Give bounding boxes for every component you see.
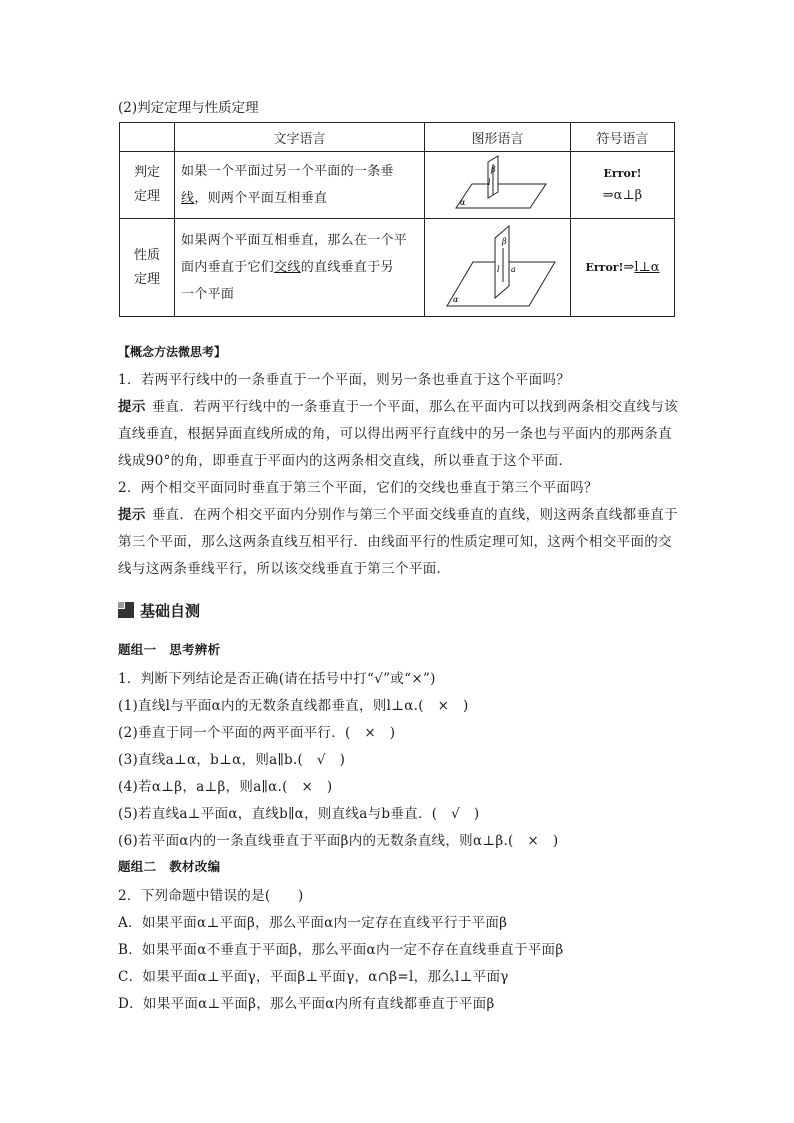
header-text-language: 文字语言 [175, 123, 425, 152]
group2-label: 题组二 教材改编 [118, 859, 221, 874]
line-a-label: a [510, 264, 516, 274]
row-label-line1: 性质 [133, 247, 160, 263]
banner-square-icon [118, 602, 134, 618]
judge-item-3: (3)直线a⊥α，b⊥α，则a∥b.( √ ) [118, 752, 346, 768]
symbol-error: Error! [585, 260, 624, 274]
hint-text: 垂直．若两平行线中的一条垂直于一个平面，那么在平面内可以找到两条相交直线与该直线垂直，根据异面直线所成的角，可以得出两平行直线中的另一条也与平面内的那两条直线成90°的角，即垂直于平面内的这两条相交直线，所以垂直于这个平面． [118, 399, 679, 469]
symbol-arrow: ⇒ [623, 259, 635, 275]
criterion-text-rest: ，则两个平面互相垂直 [194, 191, 328, 206]
hint-text: 垂直．在两个相交平面内分别作与第三个平面交线垂直的直线，则这两条直线都垂直于第三个平面，那么这两条直线互相平行．由线面平行的性质定理可知，这两个相交平面的交线与这两条垂线平行，所以该交线垂直于第三个平面． [118, 507, 679, 577]
symbol-error: Error! [603, 167, 642, 180]
group1-label: 题组一 思考辨析 [118, 642, 221, 657]
question-1-stem: 1．判断下列结论是否正确(请在括号中打“√”或“×”) [118, 671, 436, 687]
alpha-label: α [459, 198, 465, 207]
judge-item-6: (6)若平面α内的一条直线垂直于平面β内的无数条直线，则α⊥β.( × ) [118, 833, 559, 849]
alpha-label: α [452, 294, 458, 304]
row-label-criterion [120, 152, 175, 219]
basic-section-banner [118, 601, 200, 619]
concept-question-1: 1．若两平行线中的一条垂直于一个平面，则另一条也垂直于这个平面吗？ [118, 372, 571, 388]
property-figure [425, 219, 571, 317]
property-text-line1: 如果两个平面互相垂直，那么在一个平 [181, 233, 408, 248]
criterion-text-line2 [181, 185, 418, 212]
row-label-line2: 定理 [133, 271, 160, 287]
property-text [175, 219, 425, 317]
row-label-property [120, 219, 175, 317]
header-symbol-language: 符号语言 [571, 123, 675, 152]
criterion-symbol [571, 152, 675, 219]
line-l-label: l [487, 178, 491, 187]
header-blank [120, 123, 175, 152]
section-title: (2)判定定理与性质定理 [118, 100, 259, 116]
symbol-result: l⊥α [634, 259, 660, 275]
property-text-pre: 面内垂直于它们 [181, 260, 275, 275]
table-row-property [120, 219, 675, 317]
concept-label: 【概念方法微思考】 [118, 345, 227, 359]
judge-item-1: (1)直线l与平面α内的无数条直线都垂直，则l⊥α.( × ) [118, 698, 469, 714]
hint-label: 提示 [118, 507, 146, 523]
property-text-line3: 一个平面 [181, 287, 235, 302]
question-2-stem: 2．下列命题中错误的是( ) [118, 888, 304, 904]
option-b: B．如果平面α不垂直于平面β，那么平面α内一定不存在直线垂直于平面β [118, 942, 564, 958]
option-d: D．如果平面α⊥平面β，那么平面α内所有直线都垂直于平面β [118, 996, 495, 1012]
criterion-text-line1: 如果一个平面过另一个平面的一条垂 [181, 164, 394, 179]
line-l-label: l [496, 264, 500, 274]
judge-item-2: (2)垂直于同一个平面的两平面平行．( × ) [118, 725, 396, 741]
property-text-line2 [181, 254, 418, 281]
theorem-table [119, 122, 675, 317]
criterion-diagram [438, 154, 558, 216]
basic-section-title: 基础自测 [140, 601, 201, 620]
property-diagram [433, 222, 563, 314]
header-figure-language: 图形语言 [425, 123, 571, 152]
criterion-text [175, 152, 425, 219]
underlined-word: 线 [181, 191, 195, 206]
property-symbol [571, 219, 675, 317]
option-c: C．如果平面α⊥平面γ，平面β⊥平面γ，α∩β=l，那么l⊥平面γ [118, 969, 509, 985]
option-a: A．如果平面α⊥平面β，那么平面α内一定存在直线平行于平面β [118, 915, 508, 931]
symbol-result: ⇒α⊥β [602, 188, 643, 203]
table-header-row [120, 123, 675, 152]
criterion-figure [425, 152, 571, 219]
concept-answer-2 [118, 502, 678, 583]
property-text-post: 的直线垂直于另 [300, 260, 394, 275]
hint-label: 提示 [118, 399, 146, 415]
row-label-line1: 判定 [133, 165, 160, 180]
concept-question-2: 2．两个相交平面同时垂直于第三个平面，它们的交线也垂直于第三个平面吗？ [118, 480, 598, 496]
judge-item-4: (4)若α⊥β，a⊥β，则a∥α.( × ) [118, 779, 333, 795]
beta-label: β [490, 165, 496, 174]
beta-label: β [501, 236, 507, 246]
table-row-criterion [120, 152, 675, 219]
concept-answer-1 [118, 394, 678, 475]
underlined-word: 交线 [274, 260, 301, 275]
row-label-line2: 定理 [133, 189, 160, 204]
judge-item-5: (5)若直线a⊥平面α，直线b∥α，则直线a与b垂直．( √ ) [118, 806, 480, 822]
